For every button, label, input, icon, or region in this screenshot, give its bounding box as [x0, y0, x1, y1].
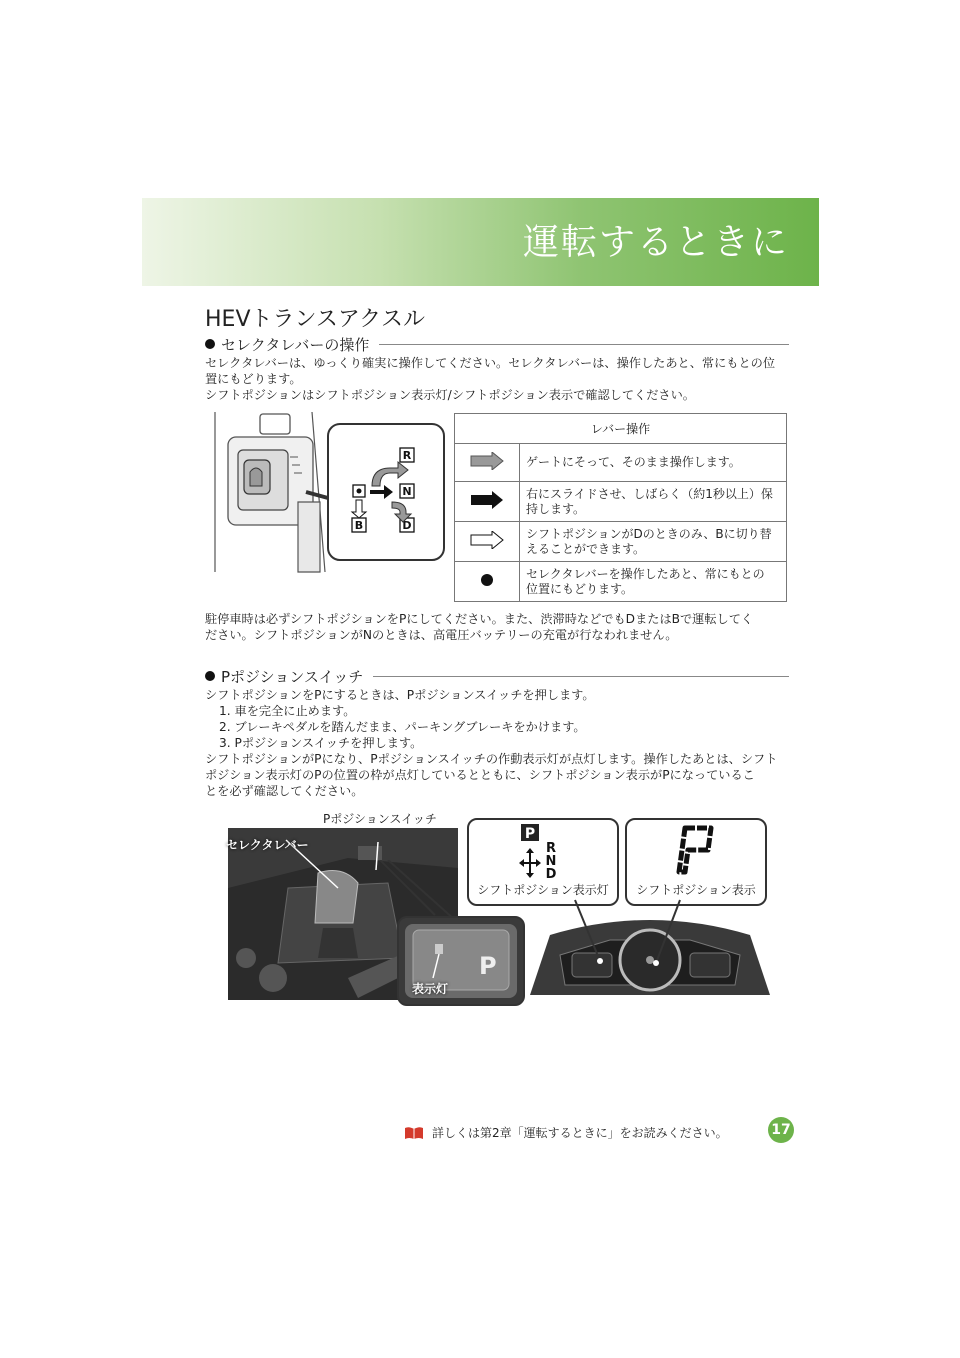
gray-arrow-icon [470, 452, 504, 470]
pswitch-instructions: シフトポジションをPにするときは、Pポジションスイッチを押します。 1. 車を完全に止めます。 2. ブレーキペダルを踏んだまま、パーキングブレーキをかけます。 3. Pポジションスイッチを押します。 シフトポジションがPになり、Pポジションスイッチの作動表示灯が点灯します。操作したあとは、シフト ポジション表示灯のPの位置の枠が点灯しているとともに、シフトポジション表示がPになっているこ とを必ず確認してください。 [205, 688, 778, 798]
selector-heading: セレクタレバーの操作 [205, 333, 789, 355]
bullet-icon [205, 339, 215, 349]
shift-display-callout [625, 818, 767, 906]
indicator-caption: シフトポジション表示灯 [477, 883, 609, 897]
gate-label-r: R [402, 449, 412, 462]
indicator-n: N [545, 854, 557, 869]
heading-rule [379, 344, 789, 345]
table-row: セレクタレバーを操作したあと、常にもとの 位置にもどります。 [455, 562, 787, 602]
indicator-p: P [524, 826, 536, 842]
selector-lever-label: セレクタレバー [226, 838, 309, 852]
table-row: ゲートにそって、そのまま操作します。 [455, 444, 787, 482]
section-title: HEVトランスアクスル [205, 307, 425, 332]
p-switch-letter: P [479, 952, 497, 980]
dot-icon [480, 573, 494, 587]
selector-note: 駐停車時は必ずシフトポジションをPにしてください。また、渋滞時などでもDまたはBで運転してく ださい。シフトポジションがNのときは、高電圧バッテリーの充電が行なわれません。 [205, 612, 754, 642]
page-number: 17 [768, 1117, 794, 1143]
indicator-d: D [545, 867, 557, 882]
table-header: レバー操作 [455, 414, 787, 444]
footer-note: 詳しくは第2章「運転するときに」をお読みください。 [404, 1124, 728, 1141]
book-icon [404, 1126, 424, 1140]
lever-operation-table [454, 413, 787, 602]
pswitch-heading: Pポジションスイッチ [205, 665, 789, 687]
bullet-icon [205, 671, 215, 681]
pswitch-label: Pポジションスイッチ [323, 812, 437, 826]
selector-intro: セレクタレバーは、ゆっくり確実に操作してください。セレクタレバーは、操作したあと、常にもとの位 置にもどります。 シフトポジションはシフトポジション表示灯/シフトポジション表示で確認してください。 [205, 356, 776, 402]
black-arrow-icon [470, 491, 504, 509]
instrument-cluster-photo [530, 895, 770, 1000]
heading-rule [373, 676, 789, 677]
shift-indicator-callout [467, 818, 619, 906]
display-caption: シフトポジション表示 [636, 883, 756, 897]
outline-arrow-icon [470, 531, 504, 549]
gate-label-d: D [402, 519, 412, 532]
selector-lever-illustration [210, 412, 448, 577]
chapter-banner [142, 198, 819, 286]
indicator-lamp-label: 表示灯 [412, 982, 449, 996]
chapter-title: 運転するときに [522, 222, 789, 263]
gate-label-b: B [354, 519, 364, 532]
gate-label-n: N [402, 485, 412, 498]
indicator-r: R [545, 841, 557, 856]
table-row: シフトポジションがDのときのみ、Bに切り替 えることができます。 [455, 522, 787, 562]
table-row: 右にスライドさせ、しばらく（約1秒以上）保 持します。 [455, 482, 787, 522]
